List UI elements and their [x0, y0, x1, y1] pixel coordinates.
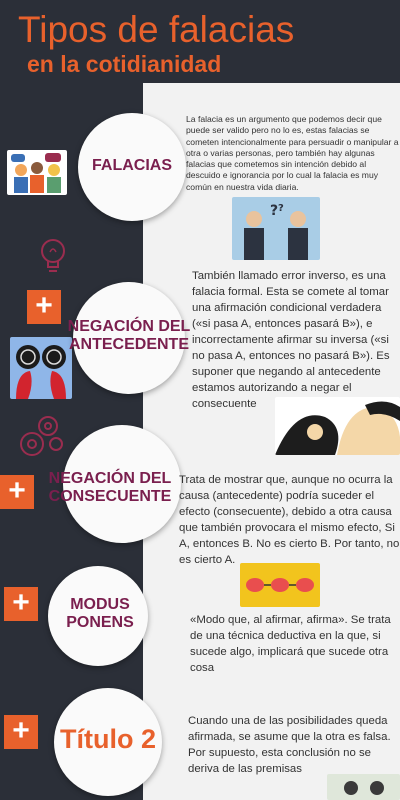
- falacias-description: La falacia es un argumento que podemos decir que puede ser valido pero no lo es, estas falacias se cometen intencionalmente para persuadir o manipular a otra o varias personas, pero también hay algunas falacias que cometemos sin intención debido al descuido e ignorancia por lo cual la falacia es muy común en nuestra vida diaria.: [186, 114, 399, 192]
- section-label-titulo-2: Título 2: [60, 724, 156, 754]
- svg-text:?: ?: [270, 203, 279, 219]
- expand-consecuente-button[interactable]: +: [0, 475, 34, 509]
- gears-icon: [18, 412, 66, 458]
- consecuente-description: Trata de mostrar que, aunque no ocurra la causa (antecedente) podría suceder el efecto (consecuente), debido a otra causa que también provocara el mismo efecto, Si A, entonces B. No es cierto B. Por tanto, no es cierto A.: [179, 474, 400, 566]
- figures-illustration: [327, 774, 400, 800]
- svg-text:?: ?: [278, 203, 284, 214]
- page-subtitle: en la cotidianidad: [27, 51, 222, 77]
- expand-antecedente-button[interactable]: +: [27, 290, 61, 324]
- two-heads-thinking-illustration: [10, 337, 72, 399]
- section-label-modus-ponens: MODUS PONENS: [66, 596, 134, 632]
- expand-titulo-2-button[interactable]: +: [4, 715, 38, 749]
- brains-illustration: [240, 563, 320, 607]
- antecedente-description: También llamado error inverso, es una falacia formal. Esta se comete al tomar una afirmación condicional verdadera («si pasa A, entonces pasará B»), e incorrectamente afirmar su inversa («si no pasa A, entonces no pasará B»). Es suponer que negando al antecedente estamos autorizando a negar el consecuente: [192, 270, 390, 410]
- lightbulb-icon: [38, 236, 68, 278]
- section-label-consecuente: NEGACIÓN DEL CONSECUENTE: [48, 470, 172, 506]
- businessmen-question-illustration: [232, 197, 320, 260]
- titulo-2-description: Cuando una de las posibilidades queda afirmada, se asume que la otra es falsa. Por supuesto, esta conclusión no se deriva de las premisas: [188, 715, 391, 775]
- section-label-falacias: FALACIAS: [92, 157, 172, 174]
- expand-modus-ponens-button[interactable]: +: [4, 587, 38, 621]
- page-title: Tipos de falacias: [18, 9, 295, 50]
- section-label-antecedente: NEGACIÓN DEL ANTECEDENTE: [67, 318, 191, 354]
- people-discussing-illustration: [7, 150, 67, 195]
- modus-ponens-description: «Modo que, al afirmar, afirma». Se trata de una técnica deductiva en la que, si sucede algo, implicará que sucede otra cosa: [190, 614, 391, 674]
